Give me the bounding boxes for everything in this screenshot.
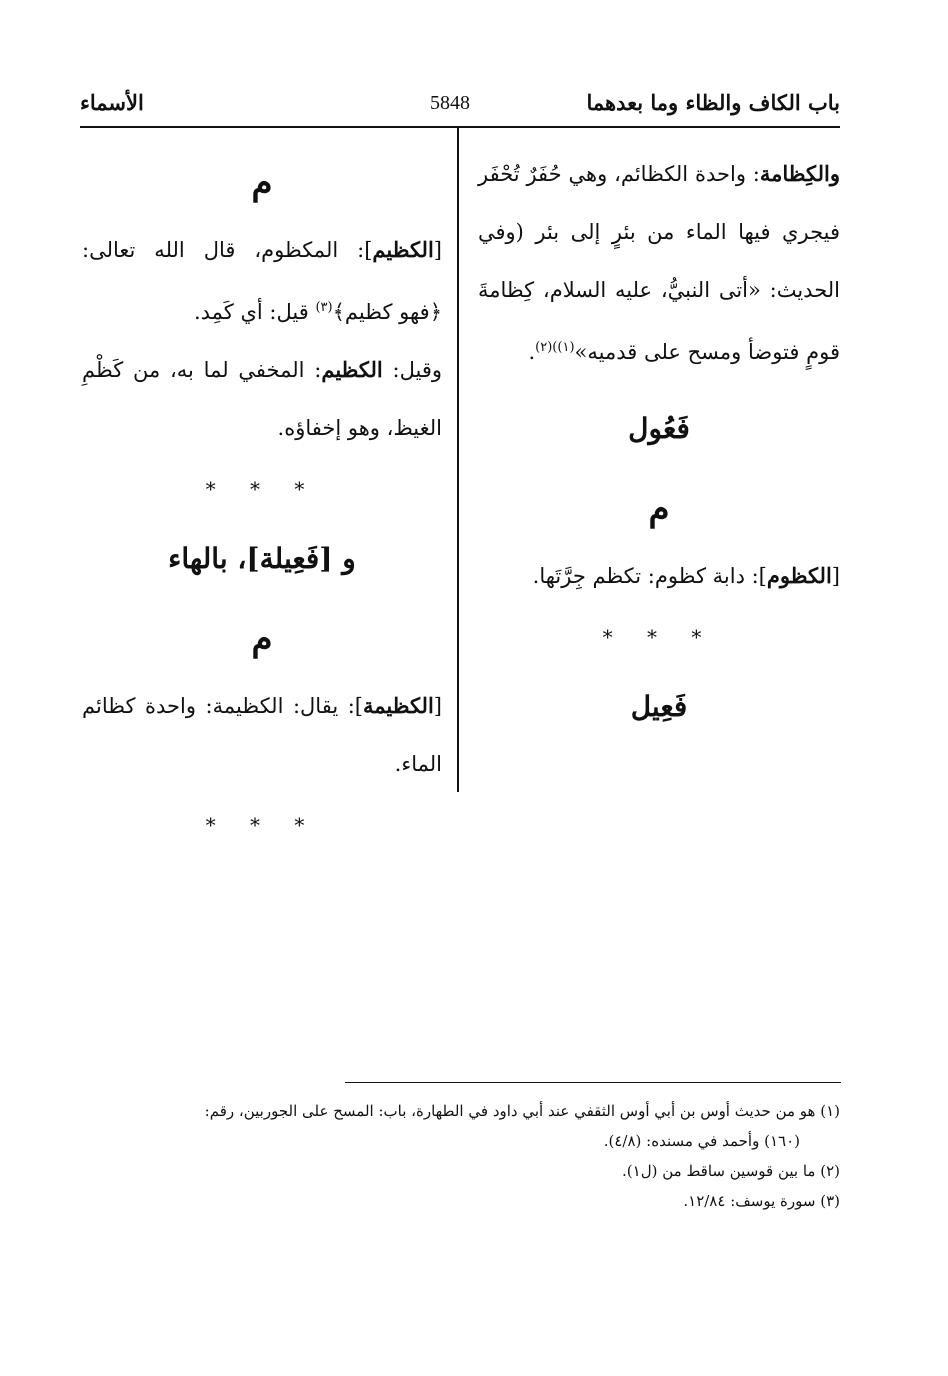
chapter-title: باب الكاف والظاء وما بعدهما [586,90,840,115]
entry-kazeema [82,677,442,793]
entry-kazeem-alt [82,341,442,457]
bracket: [ [433,694,442,718]
footnote-1-cont: (١٦٠) وأحمد في مسنده: (٤/٨). [603,1132,800,1150]
footnote-ref: (٣) [315,300,333,315]
footnote-rule [345,1082,841,1083]
page-number: 5848 [430,92,470,114]
mim-glyph: م [251,163,273,203]
separator-stars: * * * [205,813,319,837]
footnote-ref: (١) [557,340,575,355]
entry-kizama [478,145,840,381]
entry-text: : المخفي لما به، من كَظْمِ الغيظ، وهو إخفاؤه. [82,358,442,440]
entry-text: ]: دابة كظوم: تكظم جِرَّتَها. [532,564,767,588]
entry-headword: الكظيمة [363,693,434,718]
entry-text: ]: يقال: الكظيمة: واحدة كظائم الماء. [82,694,442,776]
entry-headword: الكظوم [766,563,832,588]
column-divider [457,128,459,792]
entry-kazeem [82,221,442,341]
entry-text: وقيل: [382,358,443,382]
entry-text-end: قيل: أي كَمِد. [193,300,316,324]
mim-glyph: م [648,489,670,529]
entry-text: : واحدة الكظائم، وهي حُفَرٌ تُحْفَر فيجري فيها الماء من بئرٍ إلى بئر (وفي الحديث: «أتى النبيُّ، عليه السلام، كِظامةَ قومٍ فتوضأ ومسح على قدميه» [478,162,840,364]
entry-kazoom [478,547,840,605]
footnotes [80,1096,840,1216]
page-header [80,88,840,128]
pattern-heading-faeel: فَعِيل [630,690,688,723]
entry-headword: والكِظامة [759,161,840,186]
separator-stars: * * * [205,477,319,501]
pattern-heading-faool: فَعُول [628,412,690,445]
pattern-heading-faeela: و [فَعِيلة]، بالهاء [168,542,356,575]
mim-glyph: م [251,619,273,659]
separator-stars: * * * [602,625,716,649]
footnote-2: (٢) ما بين قوسين ساقط من (ل١). [622,1162,840,1180]
entry-headword: الكظيم [321,357,383,382]
footnote-1: (١) هو من حديث أوس بن أبي أوس الثقفي عند أبي داود في الطهارة، باب: المسح على الجوربين، رقم: [204,1102,840,1120]
footnote-3: (٣) سورة يوسف: ١٢/٨٤. [683,1192,840,1210]
bracket: [ [831,564,840,588]
bracket: [ [433,238,442,262]
left-column [82,145,442,857]
footnote-ref: )(٢) [535,340,558,355]
entry-text: ]: المكظوم، قال الله تعالى: ﴿فهو كظيم﴾ [82,238,442,324]
entry-headword: الكظيم [372,237,434,262]
right-column [478,145,840,755]
header-rule [80,126,840,128]
entry-end: . [528,340,536,364]
section-title: الأسماء [80,90,144,115]
